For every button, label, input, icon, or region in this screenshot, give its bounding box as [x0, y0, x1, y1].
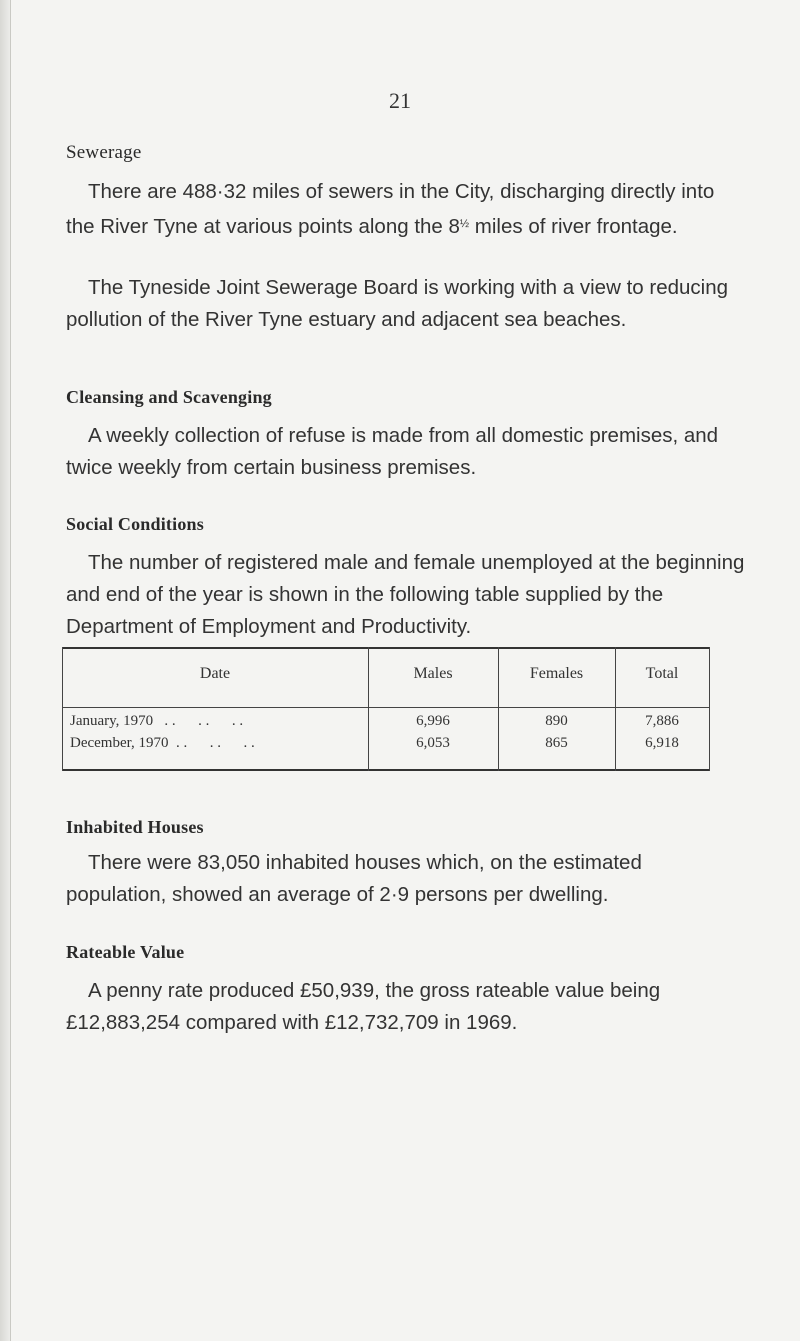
- table-header-total: Total: [645, 665, 679, 682]
- heading-rateable-value: Rateable Value: [66, 942, 185, 962]
- table-cell-total-row1: 7,886: [645, 713, 679, 729]
- table-right-border: [709, 647, 710, 771]
- table-cell-females-row2: 865: [545, 735, 568, 751]
- paragraph-sewerage-1-end: miles of river frontage.: [469, 215, 678, 238]
- table-cell-females-row1: 890: [545, 713, 568, 729]
- paragraph-inhabited-houses: [66, 847, 746, 911]
- heading-inhabited-houses: Inhabited Houses: [66, 817, 204, 837]
- paragraph-sewerage-2: [66, 272, 746, 336]
- unemployment-table: [62, 647, 710, 771]
- table-cell-date-row2: December, 1970 . . . . . .: [70, 735, 255, 751]
- paragraph-sewerage-1-text: There are 488·32 miles of sewers in the City, discharging directly into the River Tyne at various points along the 8: [66, 180, 715, 238]
- paragraph-social-conditions-text: The number of registered male and female unemployed at the beginning and end of the year is shown in the following table supplied by the Department of Employment and Productivity.: [66, 551, 745, 638]
- table-cell-date-row1: January, 1970 . . . . . .: [70, 713, 244, 729]
- paragraph-inhabited-houses-text: There were 83,050 inhabited houses which, on the estimated population, showed an average of 2·9 persons per dwelling.: [66, 851, 642, 906]
- heading-sewerage: Sewerage: [66, 142, 142, 163]
- paragraph-cleansing-text: A weekly collection of refuse is made from all domestic premises, and twice weekly from certain business premises.: [66, 424, 719, 479]
- paragraph-sewerage-1: [66, 176, 746, 243]
- paragraph-rateable-value: [66, 975, 746, 1039]
- fraction-half: ½: [459, 218, 470, 230]
- table-top-rule: [62, 647, 710, 649]
- table-cell-males-row1: 6,996: [416, 713, 450, 729]
- heading-cleansing: Cleansing and Scavenging: [66, 387, 272, 407]
- paragraph-rateable-value-text: A penny rate produced £50,939, the gross rateable value being £12,883,254 compared with £12,732,709 in 1969.: [66, 979, 661, 1034]
- table-header-rule: [62, 707, 710, 708]
- paragraph-sewerage-2-text: The Tyneside Joint Sewerage Board is working with a view to reducing pollution of the River Tyne estuary and adjacent sea beaches.: [66, 276, 729, 331]
- heading-social-conditions: Social Conditions: [66, 514, 204, 534]
- table-bottom-rule: [62, 769, 710, 771]
- table-header-males: Males: [413, 665, 453, 682]
- paragraph-social-conditions: [66, 547, 746, 643]
- table-cell-males-row2: 6,053: [416, 735, 450, 751]
- paragraph-cleansing: [66, 420, 746, 484]
- table-header-date: Date: [199, 665, 231, 682]
- table-header-females: Females: [529, 665, 584, 682]
- page-number: 21: [389, 88, 411, 113]
- table-cell-total-row2: 6,918: [645, 735, 679, 751]
- page-binding-edge: [0, 0, 11, 1341]
